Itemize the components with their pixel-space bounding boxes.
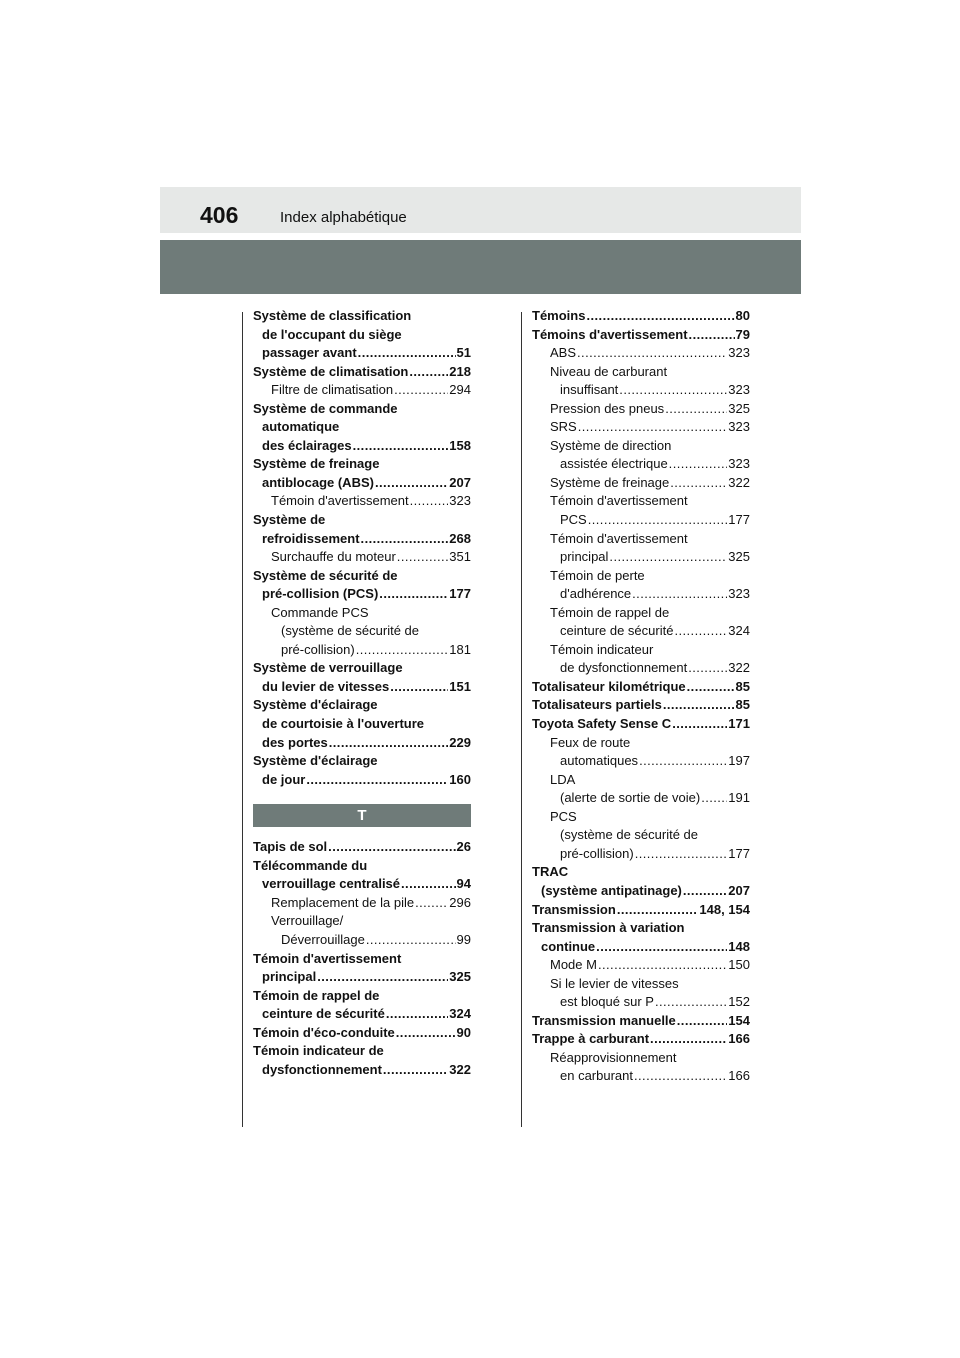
index-entry-text: Si le levier de vitesses	[550, 975, 679, 991]
index-entry-text: Système de climatisation	[253, 363, 409, 379]
index-entry-text: Témoin de rappel de	[253, 987, 380, 1003]
index-entry-text: principal	[262, 969, 317, 985]
dot-leader	[328, 838, 455, 857]
index-entry	[253, 492, 471, 511]
right-column-rule	[521, 312, 522, 1127]
index-entry	[532, 808, 750, 827]
dot-leader	[663, 696, 735, 715]
index-entry-text: Système d'éclairage	[253, 697, 378, 713]
index-entry-text: Système de freinage	[550, 474, 670, 490]
index-entry-text: TRAC	[532, 864, 569, 880]
dot-leader	[701, 789, 727, 808]
index-entry	[253, 604, 471, 623]
index-entry-text: Témoin d'éco-conduite	[253, 1024, 395, 1040]
index-entry-text: antiblocage (ABS)	[262, 474, 374, 490]
index-entry-text: automatique	[262, 419, 340, 435]
index-entry	[253, 474, 471, 493]
index-entry	[532, 585, 750, 604]
index-entry	[532, 659, 750, 678]
index-entry-page[interactable]: 323	[728, 419, 750, 435]
index-entry	[253, 987, 471, 1006]
dot-leader	[410, 492, 449, 511]
index-entry-text: Tapis de sol	[253, 839, 328, 855]
dot-leader	[578, 418, 728, 437]
index-entry-text: Système de commande	[253, 400, 398, 416]
index-entry-page[interactable]: 166	[728, 1031, 750, 1047]
index-entry-page[interactable]: 324	[728, 623, 750, 639]
index-entry-page[interactable]: 268	[449, 530, 471, 546]
index-entry	[532, 1012, 750, 1031]
index-entry-text: Système de verrouillage	[253, 660, 403, 676]
index-entry-page[interactable]: 150	[728, 957, 750, 973]
dot-leader	[677, 1012, 728, 1031]
dot-leader	[329, 734, 449, 753]
index-entry	[253, 418, 471, 437]
index-entry	[532, 622, 750, 641]
index-entry	[532, 307, 750, 326]
index-entry-text: PCS	[550, 808, 577, 824]
index-entry	[253, 381, 471, 400]
dot-leader	[306, 771, 448, 790]
index-entry-text: Système de	[253, 512, 326, 528]
index-entry-text: Système d'éclairage	[253, 753, 378, 769]
index-entry-page[interactable]: 148	[728, 938, 750, 954]
index-entry	[532, 1049, 750, 1068]
dot-leader	[619, 381, 727, 400]
index-entry-text: des éclairages	[262, 437, 352, 453]
dot-leader	[609, 548, 727, 567]
index-entry-text: d'adhérence	[560, 586, 632, 602]
index-entry-text: Télécommande du	[253, 857, 368, 873]
index-entry	[253, 715, 471, 734]
index-group-t	[253, 838, 471, 1079]
index-entry-text: refroidissement	[262, 530, 360, 546]
index-entry	[253, 1005, 471, 1024]
dot-leader	[415, 894, 448, 913]
index-entry	[532, 492, 750, 511]
index-entry-page[interactable]: 154	[728, 1012, 750, 1028]
index-entry	[253, 912, 471, 931]
index-entry-text: de jour	[262, 771, 306, 787]
index-entry-text: continue	[541, 938, 596, 954]
index-entry-page[interactable]: 171	[728, 716, 750, 732]
index-entry-page[interactable]: 322	[449, 1061, 471, 1077]
index-entry	[253, 968, 471, 987]
index-entry-page[interactable]: 207	[728, 882, 750, 898]
index-entry	[253, 678, 471, 697]
index-entry	[532, 938, 750, 957]
index-entry-page[interactable]: 177	[728, 845, 750, 861]
index-entry	[532, 752, 750, 771]
index-entry-text: Trappe à carburant	[532, 1031, 650, 1047]
dot-leader	[598, 956, 727, 975]
index-entry	[253, 857, 471, 876]
index-entry-text: Témoin d'avertissement	[271, 493, 409, 509]
index-entry-page[interactable]: 322	[728, 474, 750, 490]
index-entry	[532, 993, 750, 1012]
index-entry-page[interactable]: 322	[728, 660, 750, 676]
index-entry-page[interactable]: 26	[456, 839, 471, 855]
header-band	[160, 187, 801, 233]
dot-leader	[397, 548, 449, 567]
dot-leader	[361, 530, 449, 549]
index-entry-page[interactable]: 152	[728, 994, 750, 1010]
index-entry	[253, 838, 471, 857]
index-entry-text: SRS	[550, 419, 577, 435]
index-entry	[532, 548, 750, 567]
index-entry-text: passager avant	[262, 345, 357, 361]
index-column-right	[532, 307, 750, 1086]
index-entry	[532, 474, 750, 493]
index-entry-text: Système de freinage	[253, 456, 380, 472]
dot-leader	[639, 752, 727, 771]
dot-leader	[650, 1030, 727, 1049]
left-column-rule	[242, 312, 243, 1127]
index-entry-page[interactable]: 325	[449, 969, 471, 985]
dot-leader	[683, 882, 727, 901]
index-entry-text: Feux de route	[550, 734, 631, 750]
index-entry-text: insuffisant	[560, 382, 619, 398]
dot-leader	[670, 474, 727, 493]
index-entry-text: Témoins	[532, 308, 586, 323]
dot-leader	[356, 641, 449, 660]
index-entry-text: Témoin d'avertissement	[253, 950, 402, 966]
index-entry	[532, 567, 750, 586]
index-entry	[532, 381, 750, 400]
index-entry-text: dysfonctionnement	[262, 1061, 382, 1077]
index-entry	[532, 641, 750, 660]
index-entry	[532, 437, 750, 456]
index-entry-text: de courtoisie à l'ouverture	[262, 716, 425, 732]
index-entry-text: Pression des pneus	[550, 400, 665, 416]
page-number: 406	[200, 202, 239, 228]
dot-leader	[353, 437, 449, 456]
index-entry	[532, 919, 750, 938]
index-entry-text: Témoin indicateur	[550, 641, 654, 657]
index-entry	[532, 826, 750, 845]
index-column-left	[253, 307, 471, 1079]
dot-leader	[632, 585, 727, 604]
index-entry-text: principal	[560, 549, 609, 565]
dot-leader	[358, 344, 456, 363]
index-entry-page[interactable]: 151	[449, 678, 471, 694]
index-entry	[532, 771, 750, 790]
index-entry	[532, 734, 750, 753]
index-entry	[532, 882, 750, 901]
index-entry-page[interactable]: 51	[456, 345, 471, 361]
index-entry-page[interactable]: 294	[449, 382, 471, 398]
index-entry-text: Témoin d'avertissement	[550, 530, 688, 546]
index-entry	[253, 585, 471, 604]
index-entry	[253, 696, 471, 715]
dot-leader	[390, 678, 448, 697]
index-entry-page[interactable]: 148, 154	[699, 901, 750, 917]
index-entry-text: pré-collision)	[281, 641, 355, 657]
index-entry-text: ceinture de sécurité	[262, 1006, 385, 1022]
index-entry	[253, 894, 471, 913]
index-entry-text: Système de direction	[550, 437, 672, 453]
index-entry	[532, 956, 750, 975]
index-entry-text: Réapprovisionnement	[550, 1049, 677, 1065]
index-entry-page[interactable]: 158	[449, 437, 471, 453]
index-entry	[253, 950, 471, 969]
index-entry	[253, 931, 471, 950]
index-entry-text: automatiques	[560, 753, 639, 769]
index-entry-text: PCS	[560, 512, 587, 528]
index-entry-text: ABS	[550, 345, 577, 361]
dot-leader	[586, 307, 734, 326]
index-entry-page[interactable]: 79	[735, 326, 750, 342]
index-entry-text: est bloqué sur P	[560, 994, 654, 1010]
index-entry-text: ceinture de sécurité	[560, 623, 674, 639]
index-entry-text: Remplacement de la pile	[271, 894, 415, 910]
index-entry-text: (alerte de sortie de voie)	[560, 790, 701, 806]
dot-leader	[401, 875, 456, 894]
index-entry-text: Témoins d'avertissement	[532, 326, 688, 342]
dot-leader	[688, 659, 727, 678]
index-entry-text: (système antipatinage)	[541, 882, 682, 898]
index-entry	[532, 901, 750, 920]
index-entry-text: Niveau de carburant	[550, 363, 668, 379]
index-entry-text: Transmission à variation	[532, 920, 685, 936]
index-entry-text: pré-collision)	[560, 845, 634, 861]
dot-leader	[379, 585, 448, 604]
index-entry	[532, 678, 750, 697]
dot-leader	[635, 845, 728, 864]
index-entry	[253, 622, 471, 641]
index-entry-page[interactable]: 160	[449, 771, 471, 787]
index-entry-page[interactable]: 80	[735, 308, 750, 323]
letter-heading-t: T	[253, 804, 471, 827]
index-entry-text: Totalisateur kilométrique	[532, 678, 686, 694]
index-entry-text: des portes	[262, 734, 328, 750]
index-entry-text: Verrouillage/	[271, 913, 344, 929]
dot-leader	[375, 474, 448, 493]
index-entry-text: Témoin de rappel de	[550, 604, 670, 620]
index-entry	[532, 326, 750, 345]
index-entry	[253, 771, 471, 790]
index-entry-text: Filtre de climatisation	[271, 382, 394, 398]
index-entry-text: du levier de vitesses	[262, 678, 390, 694]
index-entry-text: Système de sécurité de	[253, 567, 398, 583]
index-entry-page[interactable]: 351	[449, 549, 471, 565]
dot-leader	[588, 511, 728, 530]
index-entry-text: (système de sécurité de	[281, 623, 420, 639]
index-entry	[253, 326, 471, 345]
index-entry-text: en carburant	[560, 1068, 633, 1084]
index-entry-page[interactable]: 296	[449, 894, 471, 910]
dot-leader	[665, 400, 727, 419]
dot-leader	[577, 344, 727, 363]
index-entry	[532, 696, 750, 715]
index-entry-page[interactable]: 177	[728, 512, 750, 528]
index-entry-page[interactable]: 323	[728, 586, 750, 602]
index-entry	[253, 1061, 471, 1080]
index-entry-page[interactable]: 181	[449, 641, 471, 657]
index-entry-text: Déverrouillage	[281, 931, 365, 947]
index-entry	[532, 455, 750, 474]
index-entry	[253, 567, 471, 586]
index-entry	[532, 1030, 750, 1049]
index-entry	[253, 344, 471, 363]
dot-leader	[366, 931, 456, 950]
index-entry-text: de l'occupant du siège	[262, 326, 402, 342]
dot-leader	[689, 326, 735, 345]
index-entry	[532, 975, 750, 994]
dot-leader	[687, 678, 735, 697]
index-entry-page[interactable]: 325	[728, 400, 750, 416]
index-entry-text: Transmission manuelle	[532, 1012, 676, 1028]
index-entry-page[interactable]: 323	[728, 456, 750, 472]
index-entry	[532, 1067, 750, 1086]
dot-leader	[617, 901, 699, 920]
dot-leader	[317, 968, 448, 987]
index-entry-text: Totalisateurs partiels	[532, 697, 662, 713]
index-entry-text: Transmission	[532, 901, 616, 917]
index-entry-page[interactable]: 207	[449, 474, 471, 490]
dot-leader	[396, 1024, 456, 1043]
index-entry	[532, 418, 750, 437]
index-entry	[253, 1024, 471, 1043]
index-entry-page[interactable]: 323	[449, 493, 471, 509]
index-entry-page[interactable]: 229	[449, 734, 471, 750]
dot-leader	[394, 381, 448, 400]
index-entry-page[interactable]: 324	[449, 1006, 471, 1022]
index-entry-page[interactable]: 191	[728, 790, 750, 806]
index-entry-text: Système de classification	[253, 308, 412, 323]
dot-leader	[655, 993, 727, 1012]
index-entry-page[interactable]: 323	[728, 382, 750, 398]
index-entry-page[interactable]: 177	[449, 586, 471, 602]
dot-leader	[409, 363, 448, 382]
index-entry-text: Surchauffe du moteur	[271, 549, 396, 565]
index-entry	[532, 863, 750, 882]
index-entry-text: Témoin de perte	[550, 567, 645, 583]
dot-leader	[634, 1067, 727, 1086]
section-title: Index alphabétique	[280, 209, 407, 226]
index-group-s	[253, 307, 471, 789]
index-entry	[253, 548, 471, 567]
index-entry-page[interactable]: 85	[735, 697, 750, 713]
index-entry	[532, 363, 750, 382]
dot-leader	[383, 1061, 448, 1080]
index-entry	[253, 875, 471, 894]
index-entry	[532, 530, 750, 549]
index-entry-text: Témoin d'avertissement	[550, 493, 688, 509]
index-entry-page[interactable]: 99	[456, 931, 471, 947]
index-entry	[253, 363, 471, 382]
index-entry-text: Toyota Safety Sense C	[532, 716, 672, 732]
dot-leader	[669, 455, 728, 474]
index-entry	[253, 400, 471, 419]
index-entry	[253, 734, 471, 753]
index-entry-page[interactable]: 325	[728, 549, 750, 565]
index-entry	[253, 455, 471, 474]
index-entry-text: Mode M	[550, 957, 597, 973]
dot-leader	[596, 938, 727, 957]
dot-leader	[672, 715, 727, 734]
index-entry	[253, 530, 471, 549]
index-entry	[253, 511, 471, 530]
index-entry-text: LDA	[550, 771, 576, 787]
index-entry-page[interactable]: 323	[728, 345, 750, 361]
dot-leader	[386, 1005, 448, 1024]
index-entry-text: de dysfonctionnement	[560, 660, 688, 676]
index-entry-page[interactable]: 94	[456, 876, 471, 892]
index-entry	[532, 789, 750, 808]
dot-leader	[674, 622, 727, 641]
index-entry	[253, 641, 471, 660]
index-entry-page[interactable]: 85	[735, 678, 750, 694]
index-entry-page[interactable]: 218	[449, 363, 471, 379]
index-entry	[253, 659, 471, 678]
index-entry	[532, 845, 750, 864]
index-entry-text: verrouillage centralisé	[262, 876, 401, 892]
index-entry	[253, 307, 471, 326]
index-entry-text: (système de sécurité de	[560, 827, 699, 843]
index-entry	[532, 604, 750, 623]
index-entry	[532, 344, 750, 363]
index-entry	[532, 400, 750, 419]
index-entry-page[interactable]: 166	[728, 1068, 750, 1084]
index-entry-page[interactable]: 90	[456, 1024, 471, 1040]
index-entry-text: assistée électrique	[560, 456, 668, 472]
index-entry	[532, 511, 750, 530]
index-entry	[532, 715, 750, 734]
index-entry-page[interactable]: 197	[728, 753, 750, 769]
index-entry	[253, 437, 471, 456]
header-dark-band	[160, 240, 801, 294]
index-entry-text: pré-collision (PCS)	[262, 586, 379, 602]
index-entry-text: Témoin indicateur de	[253, 1043, 384, 1059]
index-entry	[253, 752, 471, 771]
index-entry	[253, 1042, 471, 1061]
index-entry-text: Commande PCS	[271, 604, 369, 620]
index-group-t-continued	[532, 307, 750, 1086]
